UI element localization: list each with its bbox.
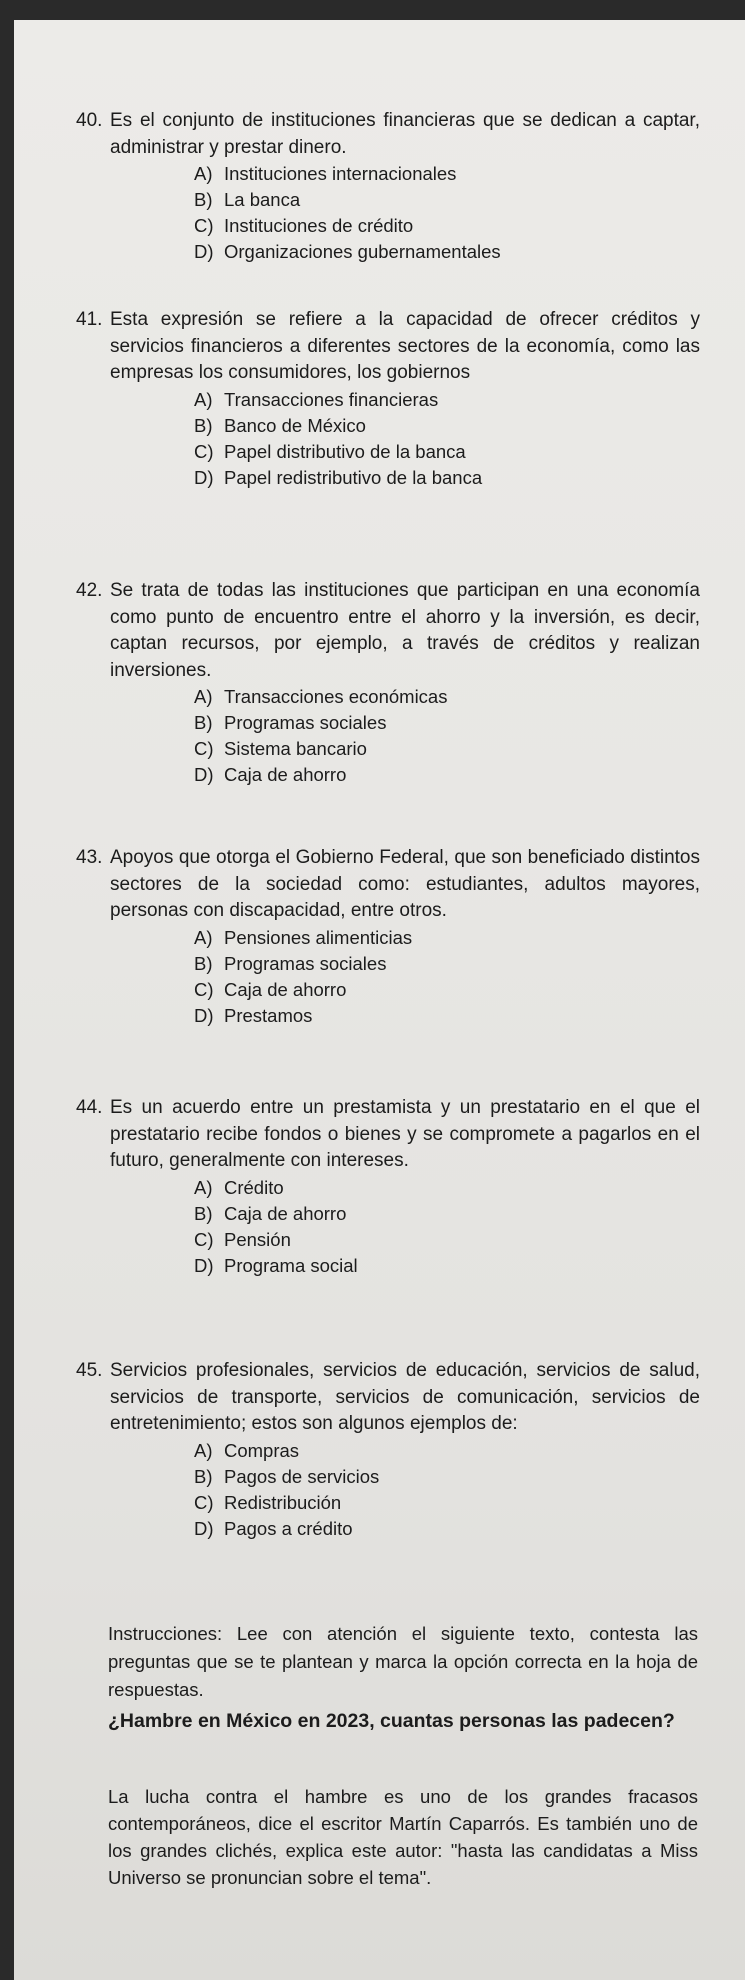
option-text: La banca — [224, 189, 301, 210]
option-text: Organizaciones gubernamentales — [224, 241, 501, 262]
option-d[interactable] — [194, 1003, 700, 1029]
option-b[interactable] — [194, 1201, 700, 1227]
option-letter: C) — [194, 1228, 214, 1250]
option-letter: A) — [194, 1439, 213, 1461]
option-d[interactable] — [194, 465, 700, 491]
question-45 — [76, 1358, 700, 1542]
option-a[interactable] — [194, 387, 700, 413]
exam-page — [14, 20, 745, 1980]
option-d[interactable] — [194, 1516, 700, 1542]
option-text: Caja de ahorro — [224, 764, 347, 785]
option-text: Sistema bancario — [224, 738, 367, 759]
option-text: Redistribución — [224, 1491, 342, 1513]
option-c[interactable] — [194, 977, 700, 1003]
option-a[interactable] — [194, 1175, 700, 1201]
option-text: Crédito — [224, 1176, 284, 1198]
option-letter: D) — [194, 1254, 214, 1276]
option-letter: A) — [194, 1176, 213, 1198]
option-letter: D) — [194, 1517, 214, 1539]
option-a[interactable] — [194, 925, 700, 951]
option-text: Papel redistributivo de la banca — [224, 466, 483, 488]
option-text: Pensiones alimenticias — [224, 926, 413, 948]
question-43 — [76, 845, 700, 1029]
option-b[interactable] — [194, 187, 700, 213]
question-text: Se trata de todas las instituciones que participan en una economía como punto de encuentro entre el ahorro y la inversión, es decir, captan recursos, por ejemplo, a través de créditos y realizan inversiones. — [110, 580, 700, 681]
option-letter: C) — [194, 738, 214, 759]
option-text: Pagos a crédito — [224, 1517, 353, 1539]
reading-title: ¿Hambre en México en 2023, cuantas personas las padecen? — [108, 1710, 675, 1732]
option-letter: B) — [194, 414, 213, 436]
option-text: Pensión — [224, 1228, 291, 1250]
option-letter: A) — [194, 163, 213, 184]
option-letter: C) — [194, 215, 214, 236]
option-d[interactable] — [194, 239, 700, 265]
option-c[interactable] — [194, 1490, 700, 1516]
question-text: Es un acuerdo entre un prestamista y un prestatario en el que el prestatario recibe fondos o bienes y se compromete a pagarlos en el futuro, generalmente con intereses. — [110, 1097, 700, 1171]
question-number: 41. — [76, 309, 103, 330]
option-text: Programas sociales — [224, 712, 387, 733]
option-letter: D) — [194, 241, 214, 262]
instructions-text: Instrucciones: Lee con atención el siguiente texto, contesta las preguntas que se te plantean y marca la opción correcta en la hoja de respuestas. — [108, 1623, 698, 1700]
option-c[interactable] — [194, 213, 700, 239]
option-letter: C) — [194, 1491, 214, 1513]
option-text: Papel distributivo de la banca — [224, 440, 466, 462]
question-number: 44. — [76, 1097, 103, 1118]
option-letter: B) — [194, 712, 213, 733]
option-a[interactable] — [194, 161, 700, 187]
question-text: Es el conjunto de instituciones financieras que se dedican a captar, administrar y prestar dinero. — [110, 110, 700, 158]
question-42 — [76, 578, 700, 788]
option-b[interactable] — [194, 1464, 700, 1490]
question-44 — [76, 1095, 700, 1279]
option-letter: D) — [194, 764, 214, 785]
option-c[interactable] — [194, 1227, 700, 1253]
option-letter: A) — [194, 686, 213, 707]
option-letter: D) — [194, 1004, 214, 1026]
option-letter: A) — [194, 926, 213, 948]
option-d[interactable] — [194, 1253, 700, 1279]
option-b[interactable] — [194, 951, 700, 977]
option-letter: C) — [194, 978, 214, 1000]
option-a[interactable] — [194, 684, 700, 710]
reading-paragraph: La lucha contra el hambre es uno de los grandes fracasos contemporáneos, dice el escritor Martín Caparrós. Es también uno de los grandes clichés, explica este autor: "hasta las candidatas a Miss Universo se pronuncian sobre el tema". — [108, 1786, 698, 1888]
option-text: Programa social — [224, 1254, 358, 1276]
option-text: Compras — [224, 1439, 300, 1461]
option-c[interactable] — [194, 439, 700, 465]
option-text: Banco de México — [224, 414, 366, 436]
option-b[interactable] — [194, 710, 700, 736]
option-letter: C) — [194, 440, 214, 462]
option-d[interactable] — [194, 762, 700, 788]
question-text: Esta expresión se refiere a la capacidad de ofrecer créditos y servicios financieros a diferentes sectores de la economía, como las empresas los consumidores, los gobiernos — [110, 309, 700, 383]
option-letter: A) — [194, 388, 213, 410]
option-text: Caja de ahorro — [224, 978, 347, 1000]
option-text: Prestamos — [224, 1004, 313, 1026]
option-text: Instituciones de crédito — [224, 215, 414, 236]
option-text: Instituciones internacionales — [224, 163, 457, 184]
question-number: 43. — [76, 847, 103, 868]
question-40 — [76, 108, 700, 265]
question-text: Servicios profesionales, servicios de educación, servicios de salud, servicios de transporte, servicios de comunicación, servicios de entretenimiento; estos son algunos ejemplos de: — [110, 1360, 700, 1434]
option-letter: B) — [194, 1202, 213, 1224]
question-number: 40. — [76, 110, 103, 131]
question-41 — [76, 307, 700, 491]
question-number: 42. — [76, 580, 103, 601]
option-text: Programas sociales — [224, 952, 387, 974]
option-text: Transacciones económicas — [224, 686, 448, 707]
option-text: Pagos de servicios — [224, 1465, 380, 1487]
option-a[interactable] — [194, 1438, 700, 1464]
option-c[interactable] — [194, 736, 700, 762]
option-letter: B) — [194, 189, 213, 210]
question-text: Apoyos que otorga el Gobierno Federal, que son beneficiado distintos sectores de la sociedad como: estudiantes, adultos mayores, personas con discapacidad, entre otros. — [110, 847, 700, 921]
option-text: Transacciones financieras — [224, 388, 439, 410]
option-text: Caja de ahorro — [224, 1202, 347, 1224]
option-letter: B) — [194, 952, 213, 974]
option-letter: D) — [194, 466, 214, 488]
question-number: 45. — [76, 1360, 103, 1381]
option-letter: B) — [194, 1465, 213, 1487]
option-b[interactable] — [194, 413, 700, 439]
